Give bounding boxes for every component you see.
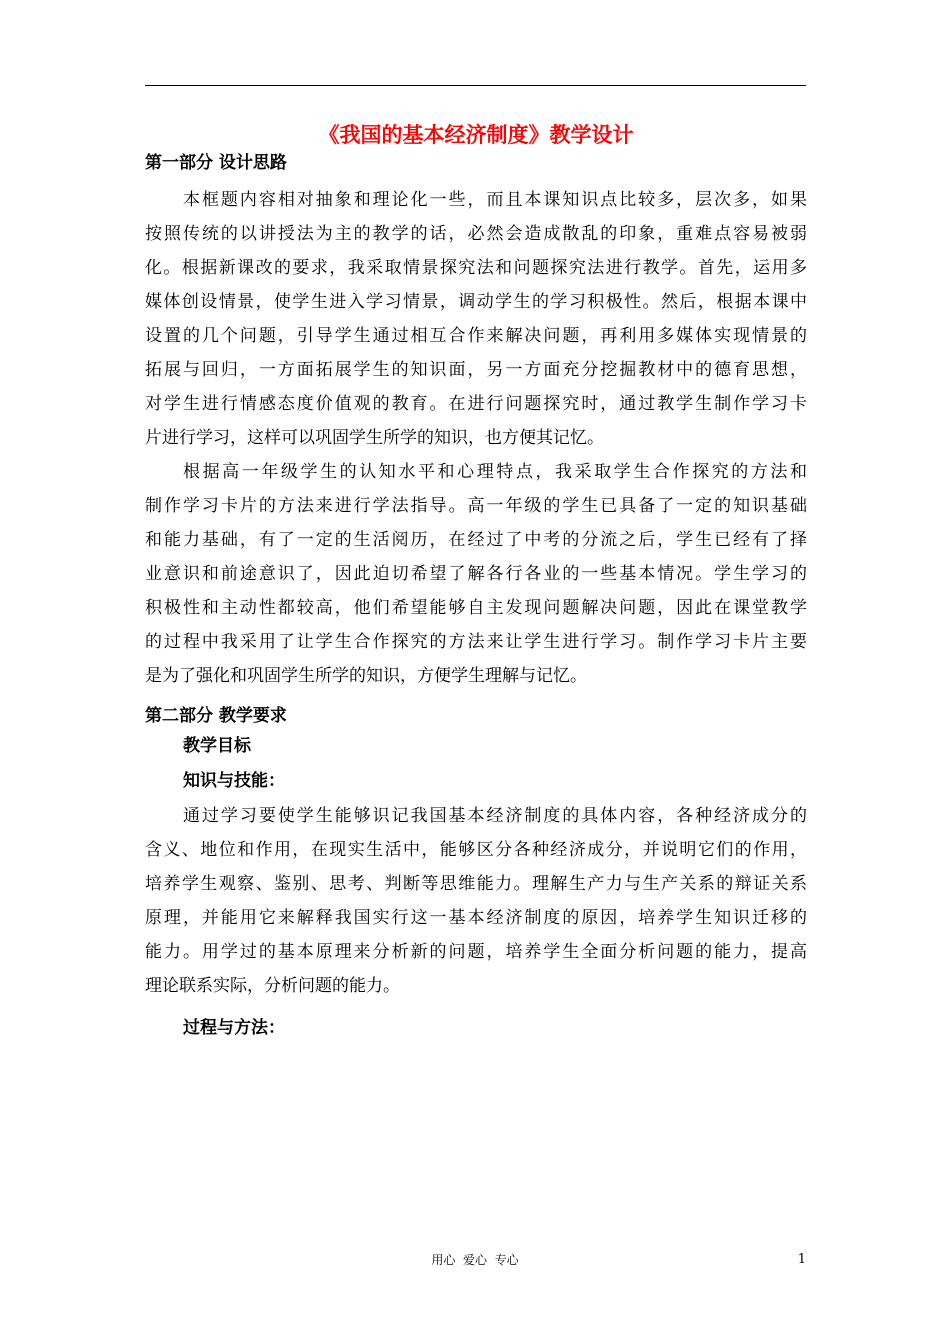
text-line: 和能力基础，有了一定的生活阅历，在经过了中考的分流之后，学生已经有了择 [145, 530, 807, 550]
text-line: 本框题内容相对抽象和理论化一些，而且本课知识点比较多，层次多，如果 [183, 190, 807, 210]
text-line: 是为了强化和巩固学生所学的知识，方便学生理解与记忆。 [145, 666, 587, 686]
section1-heading: 第一部分 设计思路 [145, 153, 287, 173]
document-title: 《我国的基本经济制度》教学设计 [318, 122, 634, 147]
footer-text: 用心 爱心 专心 [431, 1253, 519, 1267]
text-line: 理论联系实际，分析问题的能力。 [145, 976, 400, 996]
page-footer [0, 1250, 950, 1270]
text-line: 制作学习卡片的方法来进行学法指导。高一年级的学生已具备了一定的知识基础 [145, 496, 807, 516]
text-line: 含义、地位和作用，在现实生活中，能够区分各种经济成分，并说明它们的作用， [145, 840, 807, 860]
text-line: 对学生进行情感态度价值观的教育。在进行问题探究时，通过教学生制作学习卡 [145, 394, 807, 414]
text-line: 媒体创设情景，使学生进入学习情景，调动学生的学习积极性。然后，根据本课中 [145, 292, 807, 312]
text-line: 培养学生观察、鉴别、思考、判断等思维能力。理解生产力与生产关系的辩证关系 [145, 874, 807, 894]
text-line: 按照传统的以讲授法为主的教学的话，必然会造成散乱的印象，重难点容易被弱 [145, 224, 807, 244]
section1-paragraph2 [145, 455, 807, 693]
section2-heading: 第二部分 教学要求 [145, 706, 287, 726]
knowledge-heading: 知识与技能： [183, 771, 285, 791]
text-line: 能力。用学过的基本原理来分析新的问题，培养学生全面分析问题的能力，提高 [145, 942, 807, 962]
text-line: 原理，并能用它来解释我国实行这一基本经济制度的原因，培养学生知识迁移的 [145, 908, 807, 928]
text-line: 根据高一年级学生的认知水平和心理特点，我采取学生合作探究的方法和 [183, 462, 807, 482]
knowledge-paragraph [145, 799, 807, 1003]
text-line: 设置的几个问题，引导学生通过相互合作来解决问题，再利用多媒体实现情景的 [145, 326, 807, 346]
document-body [145, 120, 807, 1046]
text-line: 片进行学习，这样可以巩固学生所学的知识，也方便其记忆。 [145, 428, 604, 448]
text-line: 拓展与回归，一方面拓展学生的知识面，另一方面充分挖掘教材中的德育思想， [145, 360, 807, 380]
text-line: 通过学习要使学生能够识记我国基本经济制度的具体内容，各种经济成分的 [183, 806, 807, 826]
text-line: 积极性和主动性都较高，他们希望能够自主发现问题解决问题，因此在课堂教学 [145, 598, 807, 618]
text-line: 业意识和前途意识了，因此迫切希望了解各行各业的一些基本情况。学生学习的 [145, 564, 807, 584]
goals-heading: 教学目标 [183, 736, 251, 756]
process-heading: 过程与方法： [183, 1018, 285, 1038]
section1-paragraph1 [145, 183, 807, 455]
header-rule [145, 85, 806, 86]
text-line: 的过程中我采用了让学生合作探究的方法来让学生进行学习。制作学习卡片主要 [145, 632, 807, 652]
page-number: 1 [797, 1252, 806, 1267]
text-line: 化。根据新课改的要求，我采取情景探究法和问题探究法进行教学。首先，运用多 [145, 258, 807, 278]
